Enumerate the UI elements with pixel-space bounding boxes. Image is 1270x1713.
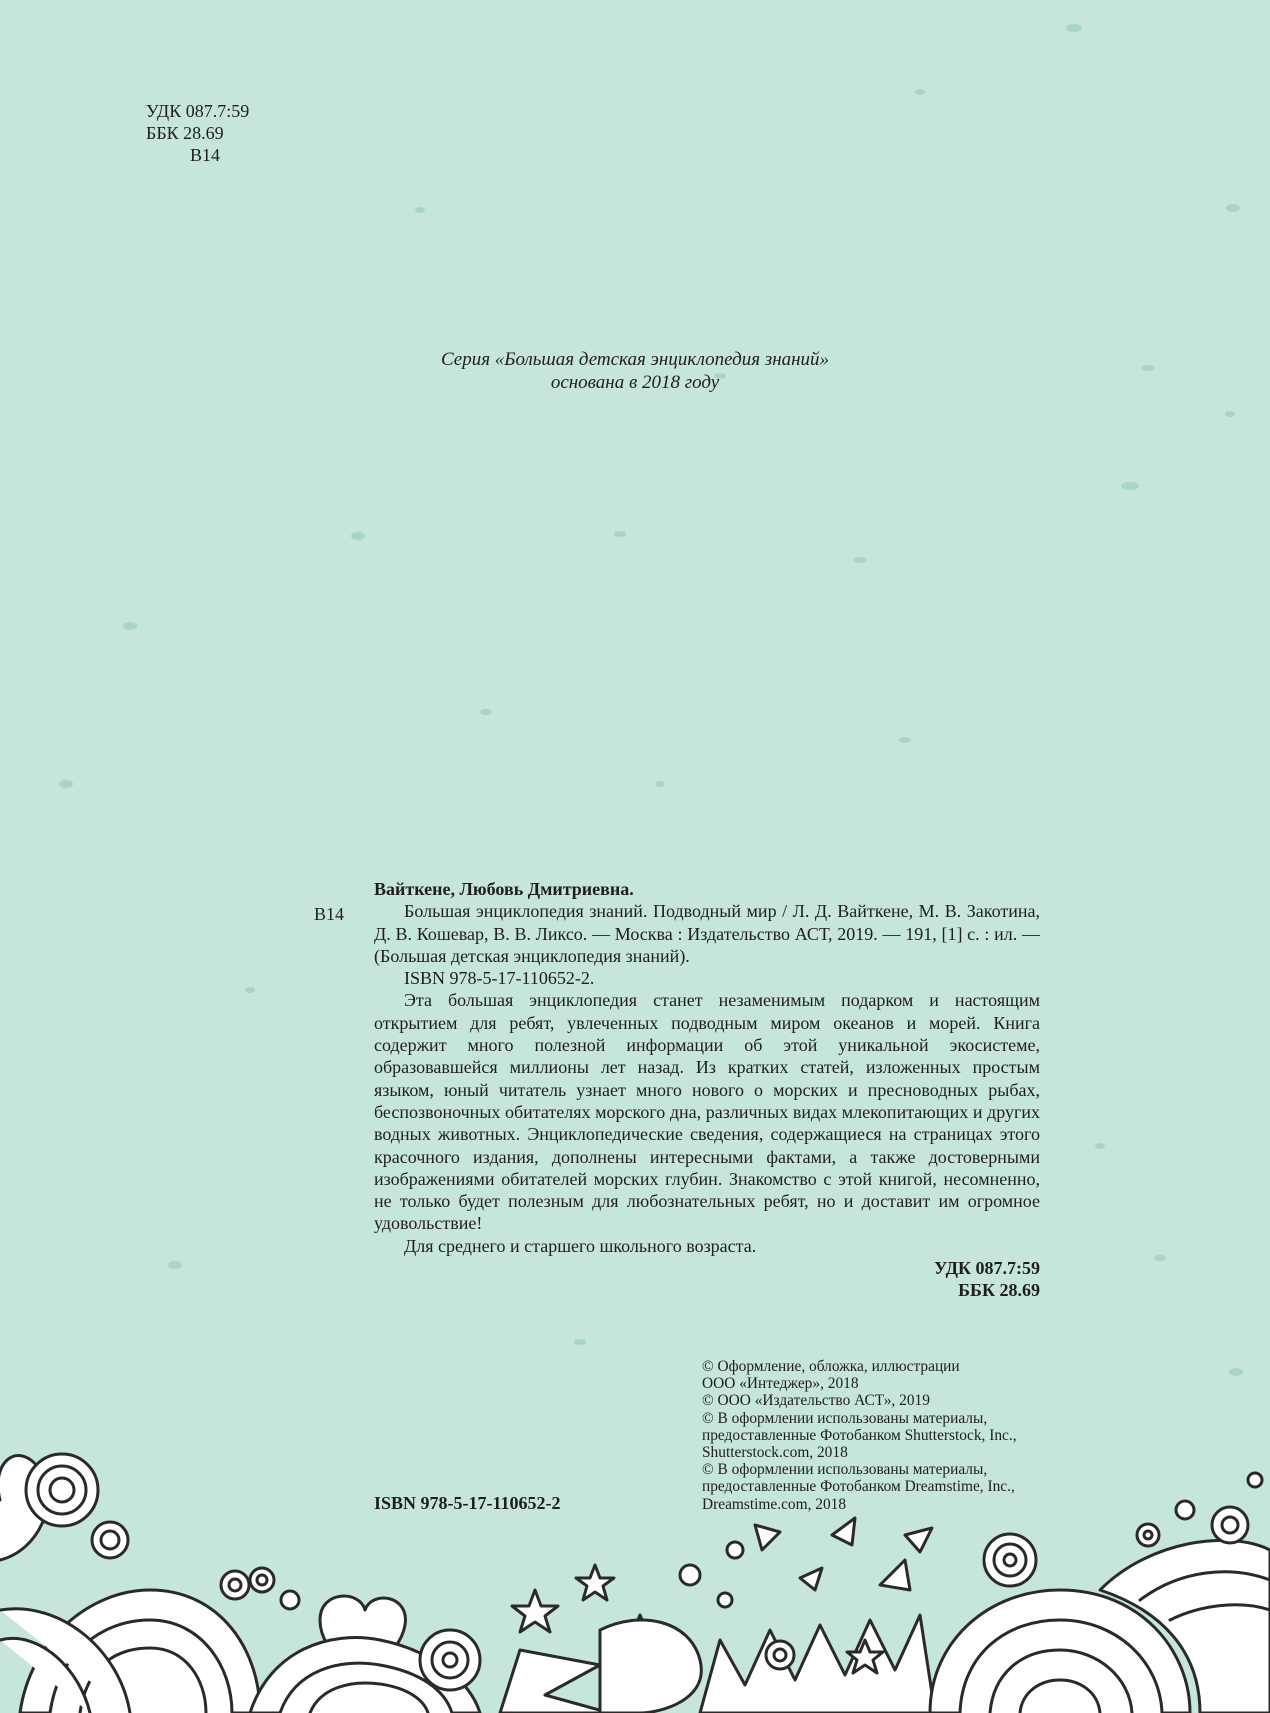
udk-code: УДК 087.7:59	[146, 101, 250, 121]
series-line-1: Серия «Большая детская энциклопедия знаний»	[440, 349, 830, 370]
card-bbk: ББК 28.69	[958, 1280, 1040, 1301]
copyright-line: Dreamstime.com, 2018	[702, 1495, 847, 1513]
copyright-line: © В оформлении использованы материалы,	[702, 1409, 988, 1427]
catalog-card	[374, 878, 1040, 1302]
copyright-line: © Оформление, обложка, иллюстрации	[702, 1358, 960, 1375]
doodle-ornament-border	[0, 1440, 1270, 1713]
series-line-2: основана в 2018 году	[550, 372, 720, 393]
series-note	[0, 348, 1270, 394]
card-annotation: Эта большая энциклопедия станет незаменимым подарком и настоящим открытием для ребят, увлеченных подводным миром океанов и морей. Книга содержит много полезной информации об этой уникальной экосистеме, образовавшейся миллионы лет назад. Из кратких статей, изложенных простым языком, юный читатель узнает много нового о морских и пресноводных рыбах, беспозвоночных обитателях морского дна, различных видах млекопитающих и других водных животных. Энциклопедические сведения, содержащиеся на страницах этого красочного издания, дополнены интересными фактами, а также достоверными изображениями обитателей морских глубин. Знакомство с этой книгой, несомненно, не только будет полезным для любознательных ребят, но и доставит им огромное удовольствие!	[374, 990, 1040, 1234]
copyright-line: © ООО «Издательство АСТ», 2019	[702, 1392, 930, 1410]
copyright-line: Shutterstock.com, 2018	[702, 1444, 848, 1462]
card-author-sign: В14	[314, 904, 345, 924]
card-bibliographic: Большая энциклопедия знаний. Подводный мир / Л. Д. Вайткене, М. В. Закотина, Д. В. Кошевар, В. В. Ликсо. — Москва : Издательство АСТ, 2019. — 191, [1] с. : ил. — (Большая детская энциклопедия знаний).	[374, 901, 1040, 966]
author-sign: В14	[190, 145, 221, 165]
card-author: Вайткене, Любовь Дмитриевна.	[374, 879, 634, 899]
bbk-code: ББК 28.69	[146, 123, 224, 143]
copyright-line: © В оформлении использованы материалы,	[702, 1461, 988, 1479]
copyright-line: предоставленные Фотобанком Dreamstime, Inc.,	[702, 1478, 1015, 1496]
card-audience: Для среднего и старшего школьного возраста.	[404, 1235, 757, 1256]
card-udk: УДК 087.7:59	[934, 1258, 1040, 1279]
isbn-footer: ISBN 978-5-17-110652-2	[374, 1493, 561, 1513]
card-isbn: ISBN 978-5-17-110652-2.	[404, 968, 595, 989]
classification-codes	[146, 100, 249, 166]
copyright-line: ООО «Интеджер», 2018	[702, 1375, 859, 1393]
copyright-line: предоставленные Фотобанком Shutterstock, Inc.,	[702, 1426, 1017, 1444]
